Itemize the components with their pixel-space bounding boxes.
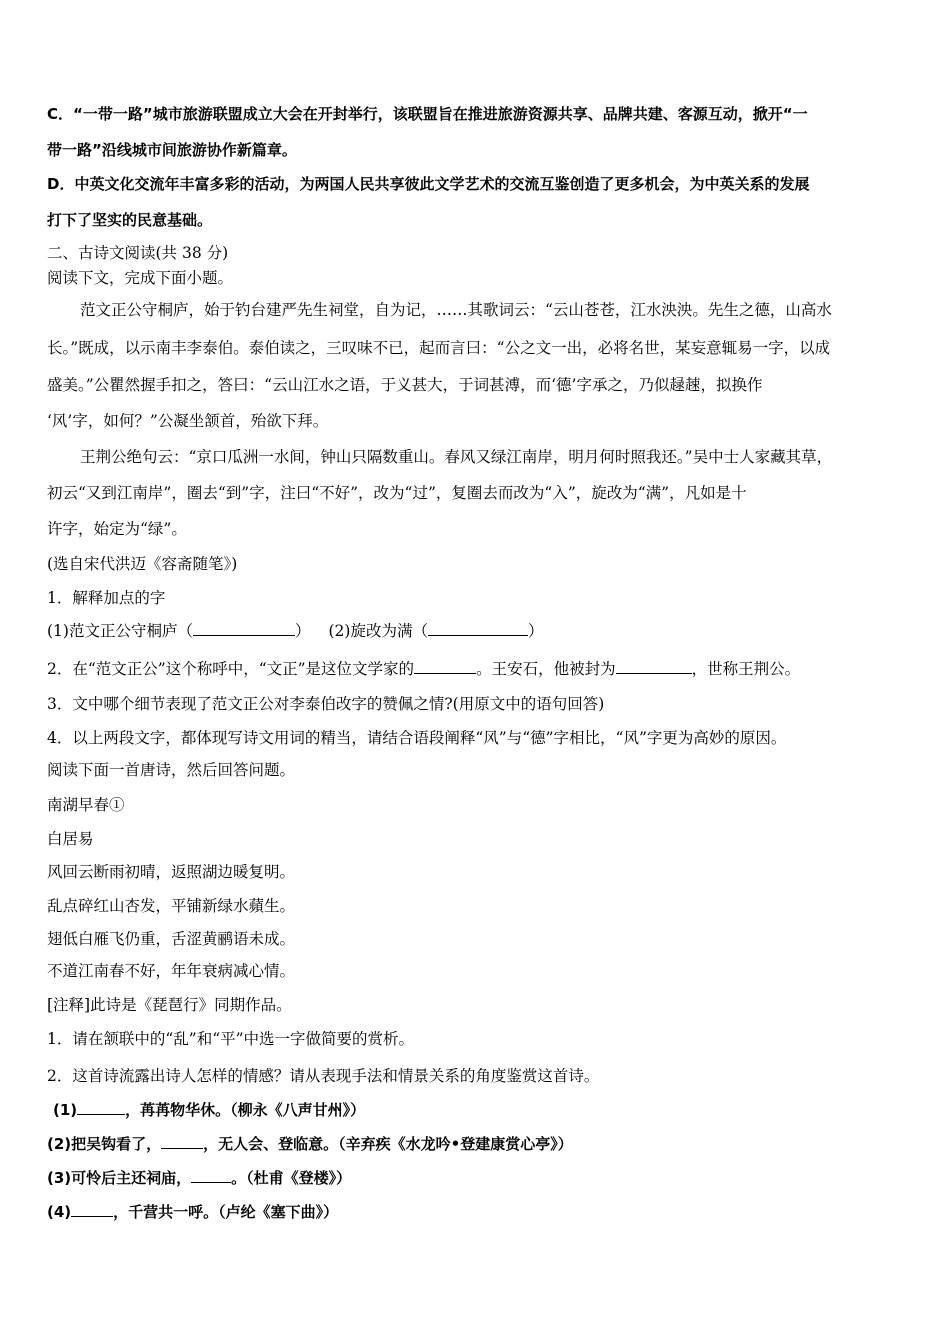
answer-blank[interactable] — [428, 621, 528, 636]
passage-source: (选自宋代洪迈《容斋随笔》) — [47, 555, 238, 573]
question-1: 1．解释加点的字 — [47, 589, 166, 607]
option-c-line-2: 带一路”沿线城市间旅游协作新篇章。 — [47, 141, 297, 159]
passage-line: 王荆公绝句云：“京口瓜洲一水间，钟山只隔数重山。春风又绿江南岸，明月何时照我还。”吴中士人家藏其草， — [80, 448, 833, 466]
fill-2-text-a: (2)把吴钩看了， — [47, 1135, 162, 1153]
fill-1-number: (1) — [53, 1101, 78, 1119]
answer-blank[interactable] — [191, 1168, 231, 1183]
question-3: 3．文中哪个细节表现了范文正公对李泰伯改字的赞佩之情?(用原文中的语句回答) — [47, 695, 605, 713]
poem-question-1: 1．请在颔联中的“乱”和“平”中选一字做简要的赏析。 — [47, 1030, 415, 1048]
passage-line: 长。”既成，以示南丰李泰伯。泰伯读之，三叹味不已，起而言曰：“公之文一出，必将名世，某妄意辄易一字，以成 — [47, 339, 831, 357]
fill-item-4 — [47, 1202, 917, 1222]
passage-line: 许字，始定为“绿”。 — [47, 520, 187, 538]
answer-blank[interactable] — [414, 659, 476, 674]
poem-instruction: 阅读下面一首唐诗，然后回答问题。 — [47, 761, 296, 779]
poem-line: 不道江南春不好，年年衰病减心情。 — [47, 962, 296, 980]
poem-author: 白居易 — [47, 830, 94, 848]
fill-item-2 — [47, 1134, 917, 1154]
fill-item-1 — [53, 1100, 923, 1120]
question-1-b-close: ） — [527, 622, 544, 640]
question-2-text-a: 2．在“范文正公”这个称呼中，“文正”是这位文学家的 — [47, 660, 415, 678]
poem-line: 风回云断雨初晴，返照湖边暖复明。 — [47, 863, 296, 881]
fill-3-text-b: 。（杜甫《登楼》） — [231, 1169, 352, 1187]
question-1-a-label: (1)范文正公守桐庐（ — [47, 622, 193, 640]
passage-line: 初云“又到江南岸”，圈去“到”字，注曰“不好”，改为“过”，复圈去而改为“入”，旋改为“满”，凡如是十 — [47, 484, 747, 502]
question-2-text-c: ，世称王荆公。 — [691, 660, 801, 678]
passage-line: 盛美。”公瞿然握手扣之，答曰：“云山江水之语，于义甚大，于词甚溥，而‘德’字承之，乃似趢趚，拟换作 — [47, 376, 763, 394]
poem-title: 南湖早春① — [47, 796, 125, 814]
section-2-heading: 二、古诗文阅读(共 38 分) — [47, 244, 229, 262]
answer-blank[interactable] — [71, 1202, 113, 1217]
option-d-line-2: 打下了坚实的民意基础。 — [47, 211, 213, 229]
answer-blank[interactable] — [161, 1134, 203, 1149]
question-1-a-close: ） — [294, 622, 311, 640]
fill-4-number: (4) — [47, 1203, 72, 1221]
fill-4-text: ，千营共一呼。（卢纶《塞下曲》） — [113, 1203, 339, 1221]
fill-3-text-a: (3)可怜后主还祠庙， — [47, 1169, 192, 1187]
question-4: 4．以上两段文字，都体现写诗文用词的精当，请结合语段阐释“风”与“德”字相比，“风”字更为高妙的原因。 — [47, 729, 787, 747]
answer-blank[interactable] — [77, 1100, 125, 1115]
question-1-b-label: (2)旋改为满（ — [328, 622, 428, 640]
poem-question-2: 2．这首诗流露出诗人怎样的情感？请从表现手法和情景关系的角度鉴赏这首诗。 — [47, 1067, 600, 1085]
fill-item-3 — [47, 1168, 917, 1188]
option-d-line-1: D．中英文化交流年丰富多彩的活动，为两国人民共享彼此文学艺术的交流互鉴创造了更多机会，为中英关系的发展 — [47, 175, 810, 193]
passage-line: 范文正公守桐庐，始于钓台建严先生祠堂，自为记，……其歌词云：“云山苍苍，江水泱泱。先生之德，山高水 — [80, 301, 832, 319]
question-1-items — [47, 621, 917, 641]
poem-line: 翅低白雁飞仍重，舌涩黄鹂语未成。 — [47, 930, 296, 948]
fill-2-text-b: ，无人会、登临意。（辛弃疾《水龙吟•登建康赏心亭》） — [203, 1135, 573, 1153]
section-2-instruction: 阅读下文，完成下面小题。 — [47, 269, 234, 287]
fill-1-text: ，苒苒物华休。（柳永《八声甘州》） — [125, 1101, 366, 1119]
answer-blank[interactable] — [616, 659, 692, 674]
question-2-text-b: 。王安石，他被封为 — [476, 660, 616, 678]
passage-line: ‘风’字，如何？”公凝坐颔首，殆欲下拜。 — [47, 412, 329, 430]
option-c-line-1: C．“一带一路”城市旅游联盟成立大会在开封举行，该联盟旨在推进旅游资源共享、品牌共建、客源互动，掀开“一 — [47, 105, 808, 123]
poem-note: [注释]此诗是《琵琶行》同期作品。 — [47, 996, 292, 1014]
answer-blank[interactable] — [193, 621, 295, 636]
poem-line: 乱点碎红山杏发，平铺新绿水蘋生。 — [47, 897, 296, 915]
question-2 — [47, 659, 917, 679]
